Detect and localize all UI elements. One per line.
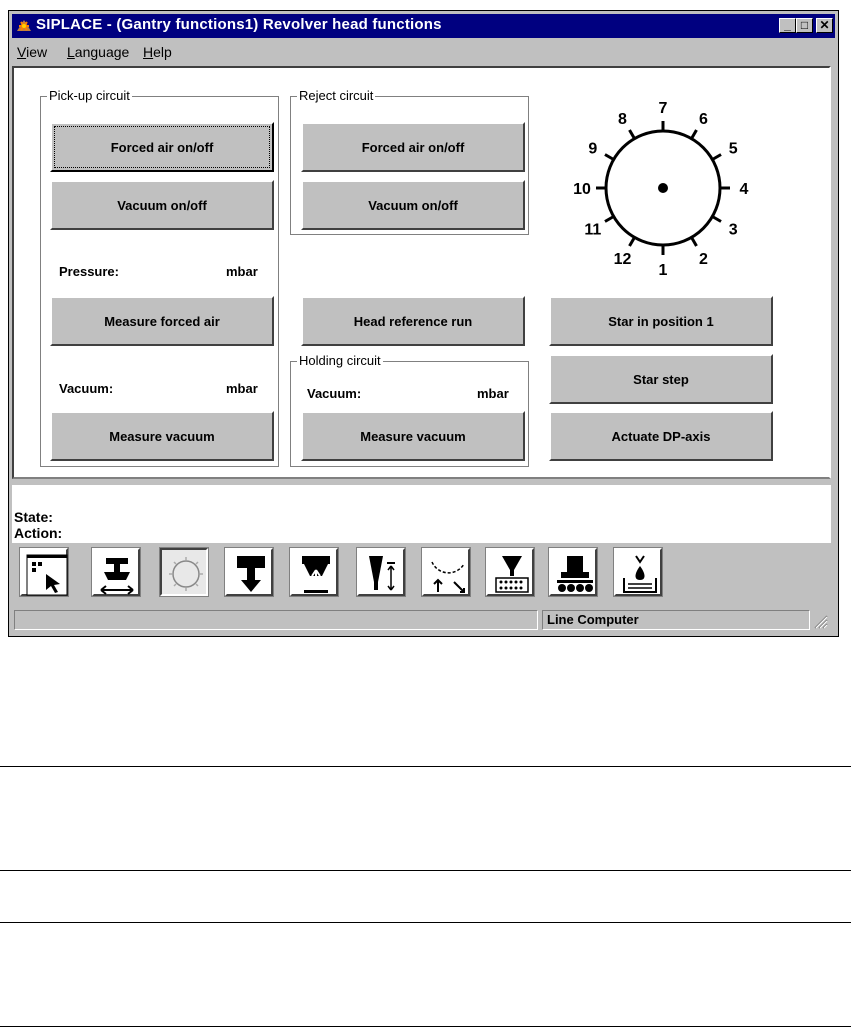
star-tick	[712, 155, 721, 160]
star-position-label: 7	[658, 100, 668, 117]
star-tick	[605, 155, 614, 160]
toolbar-button[interactable]	[357, 548, 405, 596]
star-tick	[692, 237, 697, 246]
holding-measure-vacuum-button[interactable]: Measure vacuum	[301, 411, 525, 461]
head-reference-run-button[interactable]: Head reference run	[301, 296, 525, 346]
toolbar-button[interactable]	[614, 548, 662, 596]
function-toolbar	[12, 543, 831, 601]
pickup-vacuum-label: Vacuum:	[59, 381, 114, 396]
nozzle-changer-icon	[490, 552, 534, 596]
maximize-icon: □	[800, 18, 809, 32]
toolbar-button[interactable]	[290, 548, 338, 596]
star-tick	[605, 217, 614, 222]
star-position-label: 6	[699, 110, 708, 128]
pressure-label: Pressure:	[59, 264, 119, 279]
star-in-position-button[interactable]: Star in position 1	[549, 296, 773, 346]
holding-vacuum-unit: mbar	[477, 386, 509, 401]
status-cell-main	[14, 610, 538, 630]
status-line-computer: Line Computer	[542, 610, 810, 630]
gantry-move-icon	[96, 552, 140, 596]
title-bar[interactable]	[12, 14, 835, 38]
page-rule	[0, 870, 851, 871]
reject-vacuum-button[interactable]: Vacuum on/off	[301, 180, 525, 230]
minimize-icon: _	[784, 18, 791, 32]
holding-vacuum-label: Vacuum:	[307, 386, 362, 401]
menu-help[interactable]: Help	[143, 44, 172, 60]
star-tick	[692, 130, 697, 139]
siplace-logo-icon	[15, 17, 33, 35]
actuate-dp-axis-button[interactable]: Actuate DP-axis	[549, 411, 773, 461]
reject-circuit-legend: Reject circuit	[299, 88, 374, 103]
star-position-label: 10	[573, 181, 591, 198]
pickup-vacuum-unit: mbar	[226, 381, 258, 396]
star-position-label: 5	[728, 140, 738, 158]
close-icon: ✕	[819, 18, 830, 32]
status-bar	[12, 608, 831, 632]
menu-language[interactable]: Language	[67, 44, 130, 60]
toolbar-button[interactable]	[160, 548, 208, 596]
star-tick	[630, 237, 635, 246]
nozzle-down-icon	[229, 552, 273, 596]
star-position-label: 2	[699, 251, 708, 269]
star-center-dot	[658, 183, 668, 193]
holding-circuit-legend: Holding circuit	[299, 353, 381, 368]
star-position-label: 3	[728, 221, 738, 239]
reject-forced-air-button[interactable]: Forced air on/off	[301, 122, 525, 172]
toolbar-button[interactable]	[422, 548, 470, 596]
conveyor-icon	[553, 552, 597, 596]
star-rotate-icon	[426, 552, 470, 596]
dip-unit-icon	[618, 552, 662, 596]
nozzle-up-icon	[294, 552, 338, 596]
star-step-button[interactable]: Star step	[549, 354, 773, 404]
main-panel	[12, 66, 831, 479]
pickup-vacuum-button[interactable]: Vacuum on/off	[50, 180, 274, 230]
toolbar-button[interactable]	[92, 548, 140, 596]
action-label: Action:	[14, 525, 63, 541]
page-rule	[0, 1026, 851, 1027]
star-position-label: 12	[613, 251, 632, 269]
menu-view[interactable]: View	[17, 44, 48, 60]
window-title: SIPLACE - (Gantry functions1) Revolver head functions	[36, 16, 442, 33]
toolbar-button[interactable]	[20, 548, 68, 596]
state-panel	[12, 485, 831, 543]
pickup-measure-vacuum-button[interactable]: Measure vacuum	[50, 411, 274, 461]
page-rule	[0, 766, 851, 767]
revolver-star-icon	[164, 552, 208, 596]
star-tick	[712, 217, 721, 222]
nozzle-height-icon	[361, 552, 405, 596]
star-position-label: 1	[658, 262, 668, 279]
pickup-forced-air-button[interactable]: Forced air on/off	[50, 122, 274, 172]
star-position-label: 4	[739, 181, 749, 198]
close-button[interactable]	[816, 18, 833, 33]
pickup-circuit-legend: Pick-up circuit	[49, 88, 130, 103]
app-window	[8, 10, 839, 637]
measure-forced-air-button[interactable]: Measure forced air	[50, 296, 274, 346]
star-tick	[630, 130, 635, 139]
revolver-star-dial	[549, 98, 769, 288]
star-position-label: 9	[588, 140, 598, 158]
maximize-button[interactable]	[796, 18, 813, 33]
toolbar-button[interactable]	[225, 548, 273, 596]
toolbar-button[interactable]	[549, 548, 597, 596]
resize-grip-icon[interactable]	[812, 613, 828, 629]
pressure-unit: mbar	[226, 264, 258, 279]
toolbar-button[interactable]	[486, 548, 534, 596]
minimize-button[interactable]	[779, 18, 796, 33]
page-rule	[0, 922, 851, 923]
star-position-label: 11	[584, 221, 602, 239]
star-position-label: 8	[618, 110, 627, 128]
state-label: State:	[14, 509, 53, 525]
select-cursor-icon	[24, 552, 68, 596]
